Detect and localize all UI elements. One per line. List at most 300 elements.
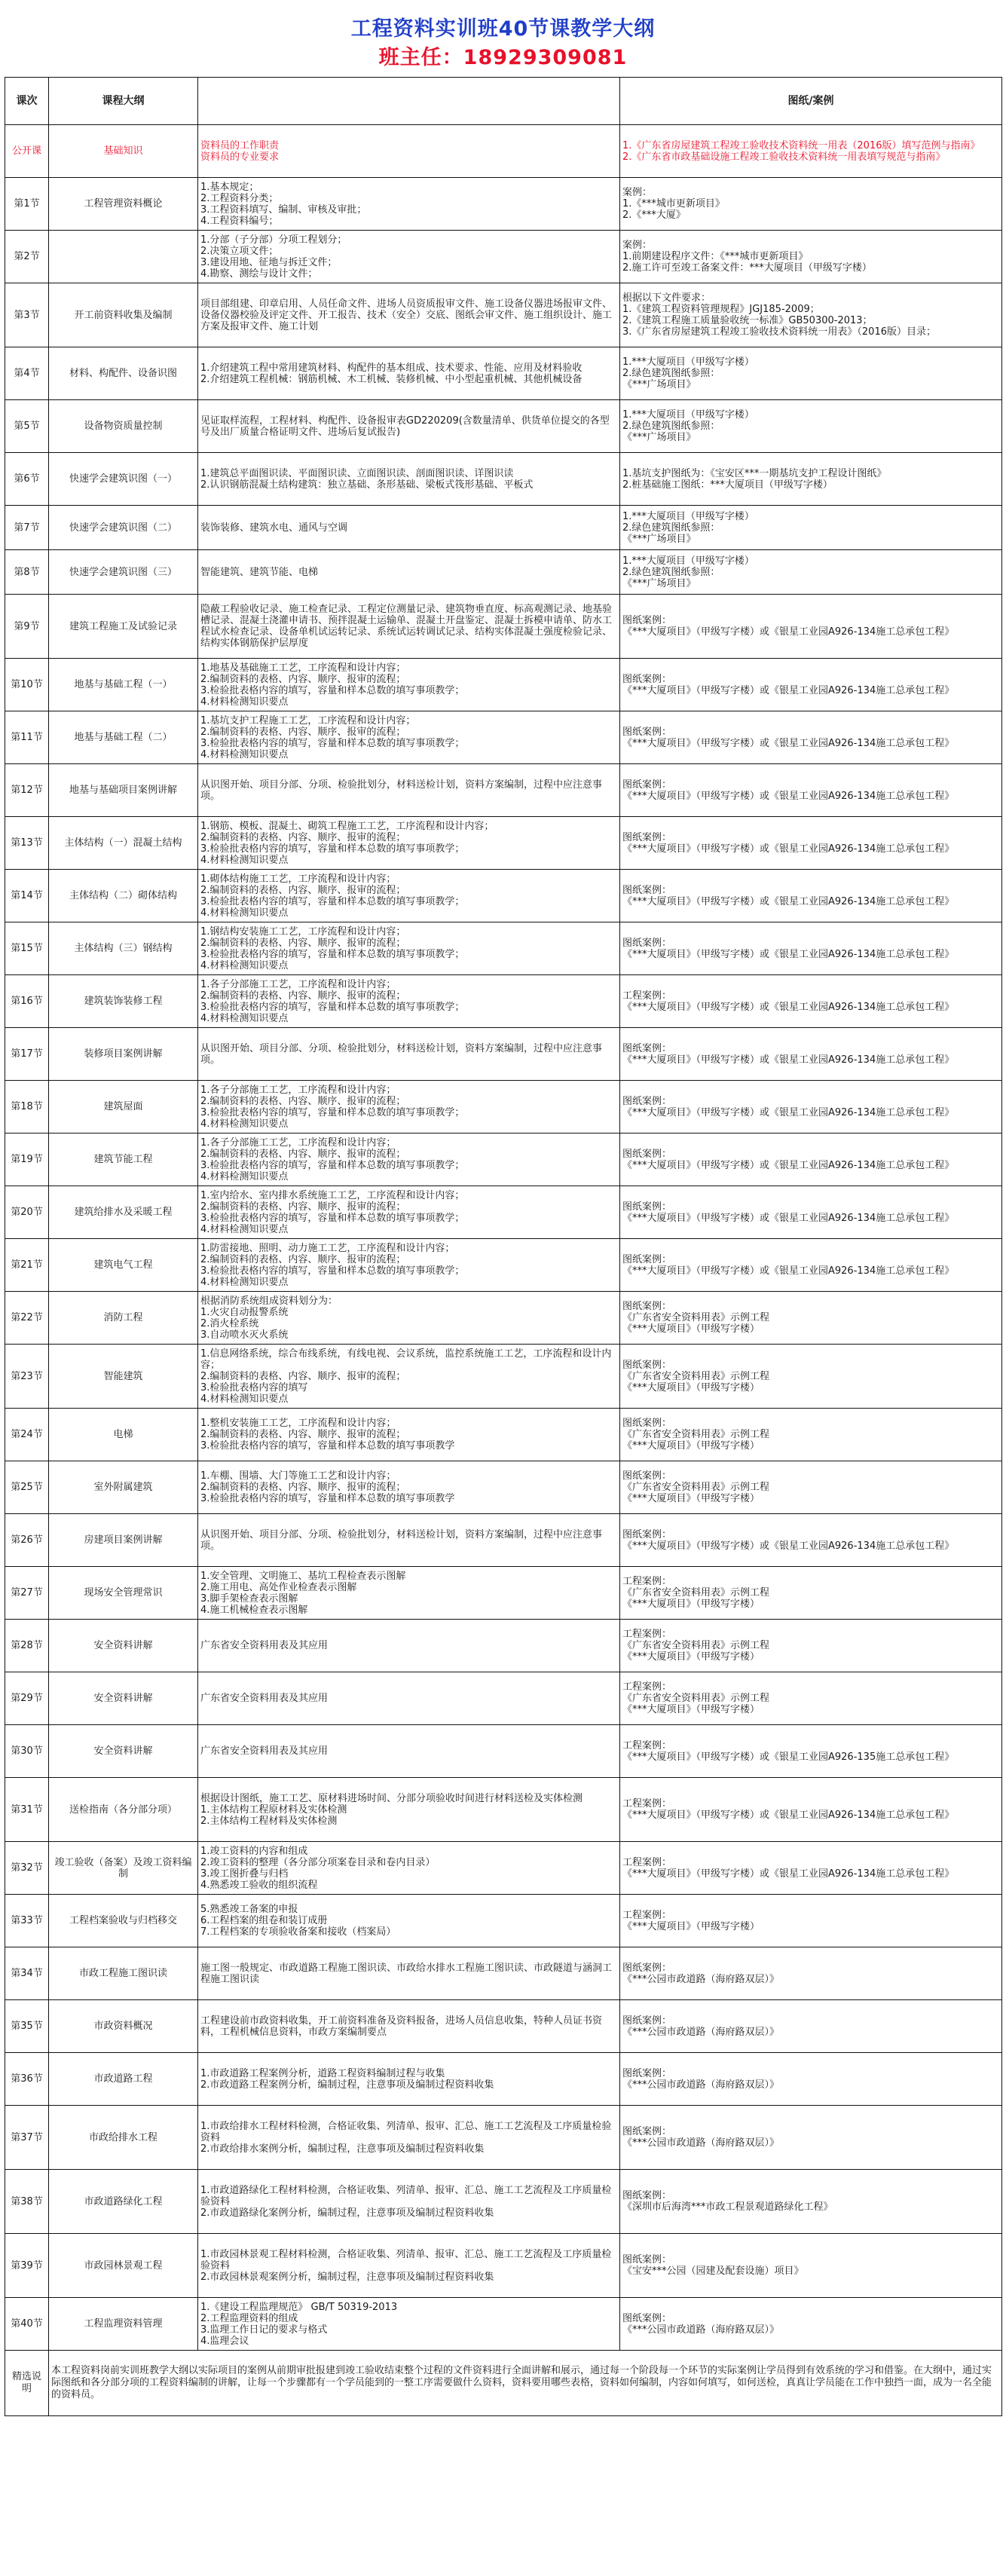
reference-line: 《***广场项目》 [622, 379, 696, 390]
content-line: 3.检验批表格内容的填写，容量和样本总数的填写事项教学； [200, 1265, 465, 1277]
content-line: 1.各子分部施工工艺，工序流程和设计内容； [200, 1137, 396, 1149]
lesson-number: 第38节 [5, 2170, 49, 2234]
table-row [5, 506, 1002, 550]
reference-line: 图纸案例： [622, 1148, 672, 1160]
content-line: 3.工程资料填写、编制、审核及审批； [200, 203, 367, 216]
lesson-number: 第16节 [5, 975, 49, 1028]
content-line: 4.监理会议 [200, 2335, 249, 2347]
reference-line: 《***大厦项目》（甲级写字楼）或《银星工业园A926-134施工总承包工程》 [622, 1868, 955, 1880]
content-line: 1.竣工资料的内容和组成 [200, 1845, 308, 1857]
reference-line: 2.绿色建筑图纸参照： [622, 566, 720, 578]
content-line: 资料员的工作职责 [200, 139, 280, 151]
course-content [198, 453, 620, 506]
reference-case [620, 231, 1002, 283]
lesson-number: 第12节 [5, 764, 49, 817]
reference-line: 《***大厦项目》（甲级写字楼）或《银星工业园A926-134施工总承包工程》 [622, 1159, 955, 1171]
reference-line: 《***大厦项目》（甲级写字楼）或《银星工业园A926-134施工总承包工程》 [622, 1810, 955, 1821]
content-line: 1.基坑支护工程施工工艺，工序流程和设计内容； [200, 714, 416, 727]
course-title: 市政资料概况 [49, 2000, 198, 2053]
course-title: 建筑电气工程 [49, 1239, 198, 1292]
content-line: 2.认识钢筋混凝土结构建筑：独立基础、条形基础、梁板式筏形基础、平板式 [200, 479, 534, 491]
content-line: 2.编制资料的表格、内容、顺序、报审的流程； [200, 1253, 406, 1265]
lesson-number: 第9节 [5, 595, 49, 659]
reference-case [620, 2000, 1002, 2053]
reference-case [620, 1345, 1002, 1409]
content-line: 2.编制资料的表格、内容、顺序、报审的流程； [200, 831, 406, 843]
content-line: 3.检验批表格内容的填写，容量和样本总数的填写事项教学； [200, 948, 465, 960]
course-title: 主体结构（三）钢结构 [49, 922, 198, 975]
reference-line: 2.《建筑工程施工质量验收统一标准》GB50300-2013； [622, 315, 873, 326]
content-line: 3.检验批表格内容的填写，容量和样本总数的填写事项教学； [200, 684, 465, 696]
lesson-number: 第13节 [5, 817, 49, 870]
reference-case [620, 817, 1002, 870]
content-line: 项目部组建、印章启用、人员任命文件、进场人员资质报审文件、施工设备仪器进场报审文件、设备仪器校验及评定文件、开工报告、技术（安全）交底、图纸会审文件、施工组织设计、施工方案及报审文件、施工计划 [200, 298, 613, 332]
content-line: 2.编制资料的表格、内容、顺序、报审的流程； [200, 990, 406, 1002]
lesson-number: 第40节 [5, 2298, 49, 2351]
content-line: 施工图一般规定、市政道路工程施工图识读、市政给水排水工程施工图识读、市政隧道与涵洞工程施工图识读 [200, 1962, 613, 1985]
lesson-number: 第8节 [5, 550, 49, 595]
reference-line: 图纸案例： [622, 1253, 672, 1265]
course-content [198, 506, 620, 550]
course-content [198, 178, 620, 231]
content-line: 1.安全管理、文明施工、基坑工程检查表示图解 [200, 1570, 406, 1582]
table-row [5, 1895, 1002, 1947]
content-line: 4.材料检测知识要点 [200, 1118, 289, 1130]
table-row [5, 347, 1002, 400]
reference-line: 1.《建筑工程资料管理规程》JGJ185-2009； [622, 304, 820, 315]
reference-line: 图纸案例： [622, 673, 672, 685]
reference-case [620, 1842, 1002, 1895]
reference-line: 《***大厦项目》（甲级写字楼）或《银星工业园A926-134施工总承包工程》 [622, 626, 955, 638]
course-content [198, 2234, 620, 2298]
content-line: 2.编制资料的表格、内容、顺序、报审的流程； [200, 1201, 406, 1213]
content-line: 3.检验批表格内容的填写，容量和样本总数的填写事项教学； [200, 843, 465, 855]
table-row [5, 1514, 1002, 1567]
col-lesson: 课次 [5, 78, 49, 125]
reference-line: 1.***大厦项目（甲级写字楼） [622, 510, 754, 522]
reference-line: 根据以下文件要求： [622, 292, 711, 304]
table-row [5, 1567, 1002, 1620]
summary-text: 本工程资料岗前实训班教学大纲以实际项目的案例从前期审批报建到竣工验收结束整个过程的文件资料进行全面讲解和展示，通过每一个阶段每一个环节的实际案例让学员得到有效系统的学习和借鉴。在大纲中，通过实际图纸和各分部分项的工程资料编制的讲解，让每一个步骤都有一个学员能到的一整工序需要做什么资料，资料要用哪些表格，资料如何编制，内容如何填写，如何送检，真真让学员能在工作中独挡一面，成为一名全能的资料员。 [49, 2351, 1002, 2416]
content-line: 隐蔽工程验收记录、施工检查记录、工程定位测量记录、建筑物垂直度、标高观测记录、地基验槽记录、混凝土浇灌申请书、预拌混凝土运输单、混凝土开盘鉴定、混凝土拆模申请单、防水工程试水检查记录、设备单机试运转记录、系统试运转调试记录、结构实体混凝土强度检验记录、结构实体钢筋保护层厚度 [200, 604, 613, 649]
content-line: 3.检验批表格内容的填写，容量和样本总数的填写事项教学； [200, 737, 465, 749]
lesson-number: 第11节 [5, 711, 49, 764]
lesson-number: 第18节 [5, 1081, 49, 1134]
content-line: 4.材料检测知识要点 [200, 1393, 289, 1405]
reference-case [620, 506, 1002, 550]
content-line: 1.市政道路工程案例分析，道路工程资料编制过程与收集 [200, 2067, 445, 2079]
reference-case [620, 125, 1002, 178]
reference-line: 工程案例： [622, 1909, 672, 1921]
reference-case [620, 1134, 1002, 1186]
reference-line: 工程案例： [622, 1856, 672, 1868]
content-line: 智能建筑、建筑节能、电梯 [200, 566, 319, 578]
reference-line: 《广东省安全资料用表》示例工程 [622, 1587, 770, 1599]
content-line: 4.熟悉竣工验收的组织流程 [200, 1879, 318, 1891]
reference-line: 图纸案例： [622, 1418, 672, 1429]
table-row [5, 817, 1002, 870]
reference-case [620, 1081, 1002, 1134]
reference-line: 工程案例： [622, 1576, 672, 1587]
reference-case [620, 1514, 1002, 1567]
summary-label: 精选说明 [5, 2351, 49, 2416]
reference-case [620, 400, 1002, 453]
table-row [5, 975, 1002, 1028]
reference-case [620, 1620, 1002, 1672]
col-outline: 课程大纲 [49, 78, 198, 125]
course-title: 市政道路工程 [49, 2053, 198, 2106]
content-line: 2.编制资料的表格、内容、顺序、报审的流程； [200, 673, 406, 685]
course-content [198, 595, 620, 659]
reference-line: 图纸案例： [622, 937, 672, 949]
course-title: 工程监理资料管理 [49, 2298, 198, 2351]
reference-line: 《***大厦项目》（甲级写字楼）或《银星工业园A926-135施工总承包工程》 [622, 1751, 955, 1763]
course-title: 市政给排水工程 [49, 2106, 198, 2170]
content-line: 从识图开始、项目分部、分项、检验批划分，材料送检计划，资料方案编制，过程中应注意事项。 [200, 1042, 603, 1066]
lesson-number: 第2节 [5, 231, 49, 283]
lesson-number: 第28节 [5, 1620, 49, 1672]
lesson-number: 第24节 [5, 1409, 49, 1461]
lesson-number: 第7节 [5, 506, 49, 550]
content-line: 2.竣工资料的整理（各分部分项案卷目录和卷内目录） [200, 1856, 436, 1868]
reference-case [620, 2234, 1002, 2298]
reference-line: 工程案例： [622, 990, 672, 1002]
lesson-number: 第30节 [5, 1725, 49, 1778]
course-content [198, 1778, 620, 1842]
reference-line: 图纸案例： [622, 1201, 672, 1213]
reference-case [620, 870, 1002, 922]
reference-line: 《***大厦项目》（甲级写字楼） [622, 1704, 760, 1715]
content-line: 3.监理工作日记的要求与格式 [200, 2324, 328, 2336]
table-row [5, 1725, 1002, 1778]
reference-line: 图纸案例： [622, 2126, 672, 2137]
course-content [198, 1947, 620, 2000]
reference-case [620, 595, 1002, 659]
course-title [49, 231, 198, 283]
content-line: 4.材料检测知识要点 [200, 1012, 289, 1024]
reference-line: 《***公园市政道路（海府路双层）》 [622, 1973, 780, 1985]
reference-case [620, 1461, 1002, 1514]
content-line: 4.材料检测知识要点 [200, 748, 289, 760]
reference-line: 2.《***大厦》 [622, 210, 686, 221]
content-line: 1.信息网络系统，综合布线系统，有线电视、会议系统，监控系统施工工艺，工序流程和设计内容； [200, 1348, 612, 1371]
course-content [198, 1186, 620, 1239]
course-title: 送检指南（各分部分项） [49, 1778, 198, 1842]
reference-line: 《***大厦项目》（甲级写字楼）或《银星工业园A926-134施工总承包工程》 [622, 1212, 955, 1224]
course-content [198, 550, 620, 595]
content-line: 1.分部（子分部）分项工程划分； [200, 234, 347, 246]
reference-line: 1.基坑支护图纸为：《宝安区***一期基坑支护工程设计图纸》 [622, 467, 887, 479]
table-row [5, 2106, 1002, 2170]
content-line: 1.车棚、围墙、大门等施工工艺和设计内容； [200, 1470, 396, 1482]
lesson-number: 第25节 [5, 1461, 49, 1514]
course-title: 主体结构（一）混凝土结构 [49, 817, 198, 870]
course-content [198, 764, 620, 817]
lesson-number: 第31节 [5, 1778, 49, 1842]
lesson-number: 第34节 [5, 1947, 49, 2000]
content-line: 1.主体结构工程原材料及实体检测 [200, 1804, 347, 1816]
content-line: 7.工程档案的专项验收备案和接收（档案局） [200, 1926, 396, 1938]
content-line: 2.消火栓系统 [200, 1317, 259, 1329]
table-row [5, 550, 1002, 595]
content-line: 2.编制资料的表格、内容、顺序、报审的流程； [200, 1482, 406, 1493]
reference-line: 2.绿色建筑图纸参照： [622, 522, 720, 534]
reference-case [620, 1947, 1002, 2000]
reference-case [620, 1292, 1002, 1345]
table-row [5, 125, 1002, 178]
reference-line: 图纸案例： [622, 2067, 672, 2079]
content-line: 3.检验批表格内容的填写，容量和样本总数的填写事项教学 [200, 1493, 455, 1504]
reference-line: 《***公园市政道路（海府路双层）》 [622, 2324, 780, 2336]
reference-line: 图纸案例： [622, 884, 672, 896]
table-row [5, 283, 1002, 347]
reference-case [620, 453, 1002, 506]
course-content [198, 817, 620, 870]
reference-line: 《***大厦项目》（甲级写字楼）或《银星工业园A926-134施工总承包工程》 [622, 1001, 955, 1013]
course-title: 智能建筑 [49, 1345, 198, 1409]
course-title: 材料、构配件、设备识图 [49, 347, 198, 400]
course-title: 工程管理资料概论 [49, 178, 198, 231]
content-line: 3.建设用地、征地与拆迁文件； [200, 256, 338, 268]
reference-case [620, 2053, 1002, 2106]
reference-line: 《***大厦项目》（甲级写字楼）或《银星工业园A926-134施工总承包工程》 [622, 1540, 955, 1552]
course-content [198, 1514, 620, 1567]
reference-line: 工程案例： [622, 1681, 672, 1693]
reference-line: 图纸案例： [622, 726, 672, 738]
content-line: 2.市政园林景观案例分析，编制过程，注意事项及编制过程资料收集 [200, 2271, 494, 2283]
course-title: 竣工验收（备案）及竣工资料编制 [49, 1842, 198, 1895]
reference-line: 《***大厦项目》（甲级写字楼）或《银星工业园A926-134施工总承包工程》 [622, 1265, 955, 1277]
content-line: 4.材料检测知识要点 [200, 959, 289, 971]
content-line: 3.检验批表格内容的填写，容量和样本总数的填写事项教学； [200, 1001, 465, 1013]
table-row [5, 231, 1002, 283]
reference-line: 图纸案例： [622, 1470, 672, 1482]
lesson-number: 第17节 [5, 1028, 49, 1081]
content-line: 1.地基及基础施工工艺，工序流程和设计内容； [200, 662, 406, 674]
content-line: 2.市政道路绿化案例分析，编制过程，注意事项及编制过程资料收集 [200, 2207, 494, 2219]
reference-line: 《***大厦项目》（甲级写字楼） [622, 1381, 760, 1394]
reference-case [620, 711, 1002, 764]
reference-case [620, 659, 1002, 711]
lesson-number: 第15节 [5, 922, 49, 975]
course-content [198, 1620, 620, 1672]
table-row [5, 1081, 1002, 1134]
course-content [198, 1134, 620, 1186]
table-row [5, 178, 1002, 231]
lesson-number: 第27节 [5, 1567, 49, 1620]
content-line: 1.《建设工程监理规范》 GB/T 50319-2013 [200, 2301, 398, 2313]
reference-line: 《***公园市政道路（海府路双层）》 [622, 2137, 780, 2149]
course-content [198, 1028, 620, 1081]
col-content [198, 78, 620, 125]
content-line: 3.检验批表格内容的填写，容量和样本总数的填写事项教学； [200, 1212, 465, 1224]
lesson-number: 第37节 [5, 2106, 49, 2170]
reference-line: 《***广场项目》 [622, 432, 696, 443]
lesson-number: 第29节 [5, 1672, 49, 1725]
reference-line: 图纸案例： [622, 1359, 672, 1371]
reference-line: 《***大厦项目》（甲级写字楼）或《银星工业园A926-134施工总承包工程》 [622, 843, 955, 855]
course-title: 安全资料讲解 [49, 1672, 198, 1725]
reference-line: 2.施工许可至竣工备案文件：***大厦项目（甲级写字楼） [622, 262, 872, 274]
reference-case [620, 550, 1002, 595]
course-title: 设备物资质量控制 [49, 400, 198, 453]
lesson-number: 第3节 [5, 283, 49, 347]
content-line: 1.市政园林景观工程材料检测，合格证收集、列清单、报审、汇总、施工工艺流程及工序质量检验资料 [200, 2248, 612, 2272]
content-line: 2.市政给排水案例分析，编制过程，注意事项及编制过程资料收集 [200, 2143, 485, 2155]
reference-case [620, 2106, 1002, 2170]
reference-line: 1.***大厦项目（甲级写字楼） [622, 409, 754, 421]
content-line: 4.材料检测知识要点 [200, 696, 289, 708]
course-content [198, 125, 620, 178]
reference-case [620, 1778, 1002, 1842]
lesson-number: 第5节 [5, 400, 49, 453]
content-line: 2.施工用电、高处作业检查表示图解 [200, 1581, 357, 1593]
reference-line: 图纸案例： [622, 779, 672, 791]
course-title: 主体结构（二）砌体结构 [49, 870, 198, 922]
reference-line: 图纸案例： [622, 1095, 672, 1107]
content-line: 1.砌体结构施工工艺，工序流程和设计内容； [200, 873, 396, 885]
reference-line: 工程案例： [622, 1798, 672, 1810]
reference-line: 《宝安***公园（园建及配套设施）项目》 [622, 2265, 804, 2277]
reference-line: 《广东省安全资料用表》示例工程 [622, 1312, 770, 1323]
reference-line: 《***大厦项目》（甲级写字楼） [622, 1493, 760, 1504]
reference-line: 图纸案例： [622, 1962, 672, 1974]
content-line: 2.编制资料的表格、内容、顺序、报审的流程； [200, 1429, 406, 1440]
table-row [5, 870, 1002, 922]
content-line: 工程建设前市政资料收集，开工前资料准备及资料报备，进场人员信息收集，特种人员证书资料，工程机械信息资料，市政方案编制要点 [200, 2015, 603, 2038]
reference-line: 《广东省安全资料用表》示例工程 [622, 1693, 770, 1704]
content-line: 2.市政道路工程案例分析，编制过程，注意事项及编制过程资料收集 [200, 2079, 494, 2091]
course-content [198, 1239, 620, 1292]
table-row [5, 1778, 1002, 1842]
course-title: 地基与基础工程（一） [49, 659, 198, 711]
content-line: 3.检验批表格内容的填写，容量和样本总数的填写事项教学； [200, 1106, 465, 1118]
content-line: 4.施工机械检查表示图解 [200, 1604, 308, 1616]
reference-line: 《***大厦项目》（甲级写字楼）或《银星工业园A926-134施工总承包工程》 [622, 684, 955, 696]
reference-line: 《***大厦项目》（甲级写字楼）或《银星工业园A926-134施工总承包工程》 [622, 1054, 955, 1066]
lesson-number: 第4节 [5, 347, 49, 400]
content-line: 3.自动喷水灭火系统 [200, 1329, 289, 1341]
table-row [5, 1461, 1002, 1514]
reference-case [620, 178, 1002, 231]
content-line: 广东省安全资料用表及其应用 [200, 1693, 329, 1704]
reference-line: 《广东省安全资料用表》示例工程 [622, 1370, 770, 1382]
course-title: 市政工程施工图识读 [49, 1947, 198, 2000]
course-title: 开工前资料收集及编制 [49, 283, 198, 347]
course-title: 建筑装饰装修工程 [49, 975, 198, 1028]
course-title: 快速学会建筑识图（一） [49, 453, 198, 506]
reference-case [620, 2298, 1002, 2351]
content-line: 1.钢结构安装施工工艺，工序流程和设计内容； [200, 925, 406, 938]
content-line: 2.编制资料的表格、内容、顺序、报审的流程； [200, 1095, 406, 1107]
reference-case [620, 1028, 1002, 1081]
table-row [5, 2298, 1002, 2351]
table-row [5, 1842, 1002, 1895]
content-line: 3.检验批表格内容的填写 [200, 1381, 308, 1394]
reference-line: 《***广场项目》 [622, 533, 696, 545]
table-row [5, 1239, 1002, 1292]
course-title: 地基与基础工程（二） [49, 711, 198, 764]
table-row [5, 1292, 1002, 1345]
reference-line: 《***大厦项目》（甲级写字楼） [622, 1323, 760, 1335]
lesson-number: 第35节 [5, 2000, 49, 2053]
reference-case [620, 1239, 1002, 1292]
reference-line: 图纸案例： [622, 1528, 672, 1540]
table-row [5, 659, 1002, 711]
content-line: 4.工程资料编号； [200, 215, 279, 227]
course-title: 地基与基础项目案例讲解 [49, 764, 198, 817]
reference-line: 工程案例： [622, 1739, 672, 1751]
table-row [5, 1409, 1002, 1461]
content-line: 2.编制资料的表格、内容、顺序、报审的流程； [200, 726, 406, 738]
reference-line: 《广东省安全资料用表》示例工程 [622, 1640, 770, 1651]
reference-case [620, 1895, 1002, 1947]
reference-line: 《***大厦项目》（甲级写字楼）或《银星工业园A926-134施工总承包工程》 [622, 1106, 955, 1118]
reference-line: 图纸案例： [622, 2015, 672, 2027]
table-row [5, 453, 1002, 506]
table-row [5, 2053, 1002, 2106]
reference-line: 《广东省安全资料用表》示例工程 [622, 1429, 770, 1440]
content-line: 1.室内给水、室内排水系统施工工艺，工序流程和设计内容； [200, 1189, 465, 1201]
content-line: 1.市政道路绿化工程材料检测，合格证收集、列清单、报审、汇总、施工工艺流程及工序质量检验资料 [200, 2184, 612, 2207]
lesson-number: 第19节 [5, 1134, 49, 1186]
lesson-number: 第20节 [5, 1186, 49, 1239]
lesson-number: 第32节 [5, 1842, 49, 1895]
content-line: 1.介绍建筑工程中常用建筑材料、构配件的基本组成、技术要求、性能、应用及材料验收 [200, 362, 583, 374]
content-line: 2.介绍建筑工程机械：钢筋机械、木工机械、装修机械、中小型起重机械、其他机械设备 [200, 373, 583, 385]
table-row [5, 1672, 1002, 1725]
course-title: 建筑给排水及采暖工程 [49, 1186, 198, 1239]
table-row [5, 1620, 1002, 1672]
course-content [198, 2106, 620, 2170]
reference-line: 1.***大厦项目（甲级写字楼） [622, 356, 754, 368]
table-row [5, 1947, 1002, 2000]
reference-line: 《***大厦项目》（甲级写字楼）或《银星工业园A926-134施工总承包工程》 [622, 948, 955, 960]
course-title: 电梯 [49, 1409, 198, 1461]
reference-line: 图纸案例： [622, 615, 672, 626]
table-row [5, 922, 1002, 975]
reference-line: 《***大厦项目》（甲级写字楼） [622, 1599, 760, 1610]
course-content [198, 2053, 620, 2106]
content-line: 3.检验批表格内容的填写，容量和样本总数的填写事项教学 [200, 1440, 455, 1452]
reference-case [620, 1409, 1002, 1461]
content-line: 3.检验批表格内容的填写，容量和样本总数的填写事项教学； [200, 895, 465, 907]
reference-line: 《***大厦项目》（甲级写字楼） [622, 1920, 760, 1932]
content-line: 2.编制资料的表格、内容、顺序、报审的流程； [200, 1148, 406, 1160]
reference-line: 《***公园市政道路（海府路双层）》 [622, 2026, 780, 2038]
reference-line: 2.绿色建筑图纸参照： [622, 368, 720, 379]
content-line: 1.基本规定； [200, 181, 259, 193]
course-content [198, 1409, 620, 1461]
reference-line: 图纸案例： [622, 1301, 672, 1312]
course-content [198, 1895, 620, 1947]
syllabus-table [5, 77, 1002, 2416]
content-line: 从识图开始、项目分部、分项、检验批划分，材料送检计划，资料方案编制，过程中应注意事项。 [200, 779, 603, 802]
content-line: 2.编制资料的表格、内容、顺序、报审的流程； [200, 937, 406, 949]
lesson-number: 第10节 [5, 659, 49, 711]
course-content [198, 1461, 620, 1514]
content-line: 2.工程监理资料的组成 [200, 2312, 298, 2324]
table-row [5, 1345, 1002, 1409]
table-row [5, 2170, 1002, 2234]
content-line: 根据消防系统组成资料划分为： [200, 1295, 338, 1307]
reference-line: 3.《广东省房屋建筑工程竣工验收技术资料统一用表》（2016版）目录； [622, 326, 936, 338]
course-title: 现场安全管理常识 [49, 1567, 198, 1620]
reference-case [620, 1567, 1002, 1620]
table-row [5, 400, 1002, 453]
course-content [198, 870, 620, 922]
reference-line: 图纸案例： [622, 2312, 672, 2324]
